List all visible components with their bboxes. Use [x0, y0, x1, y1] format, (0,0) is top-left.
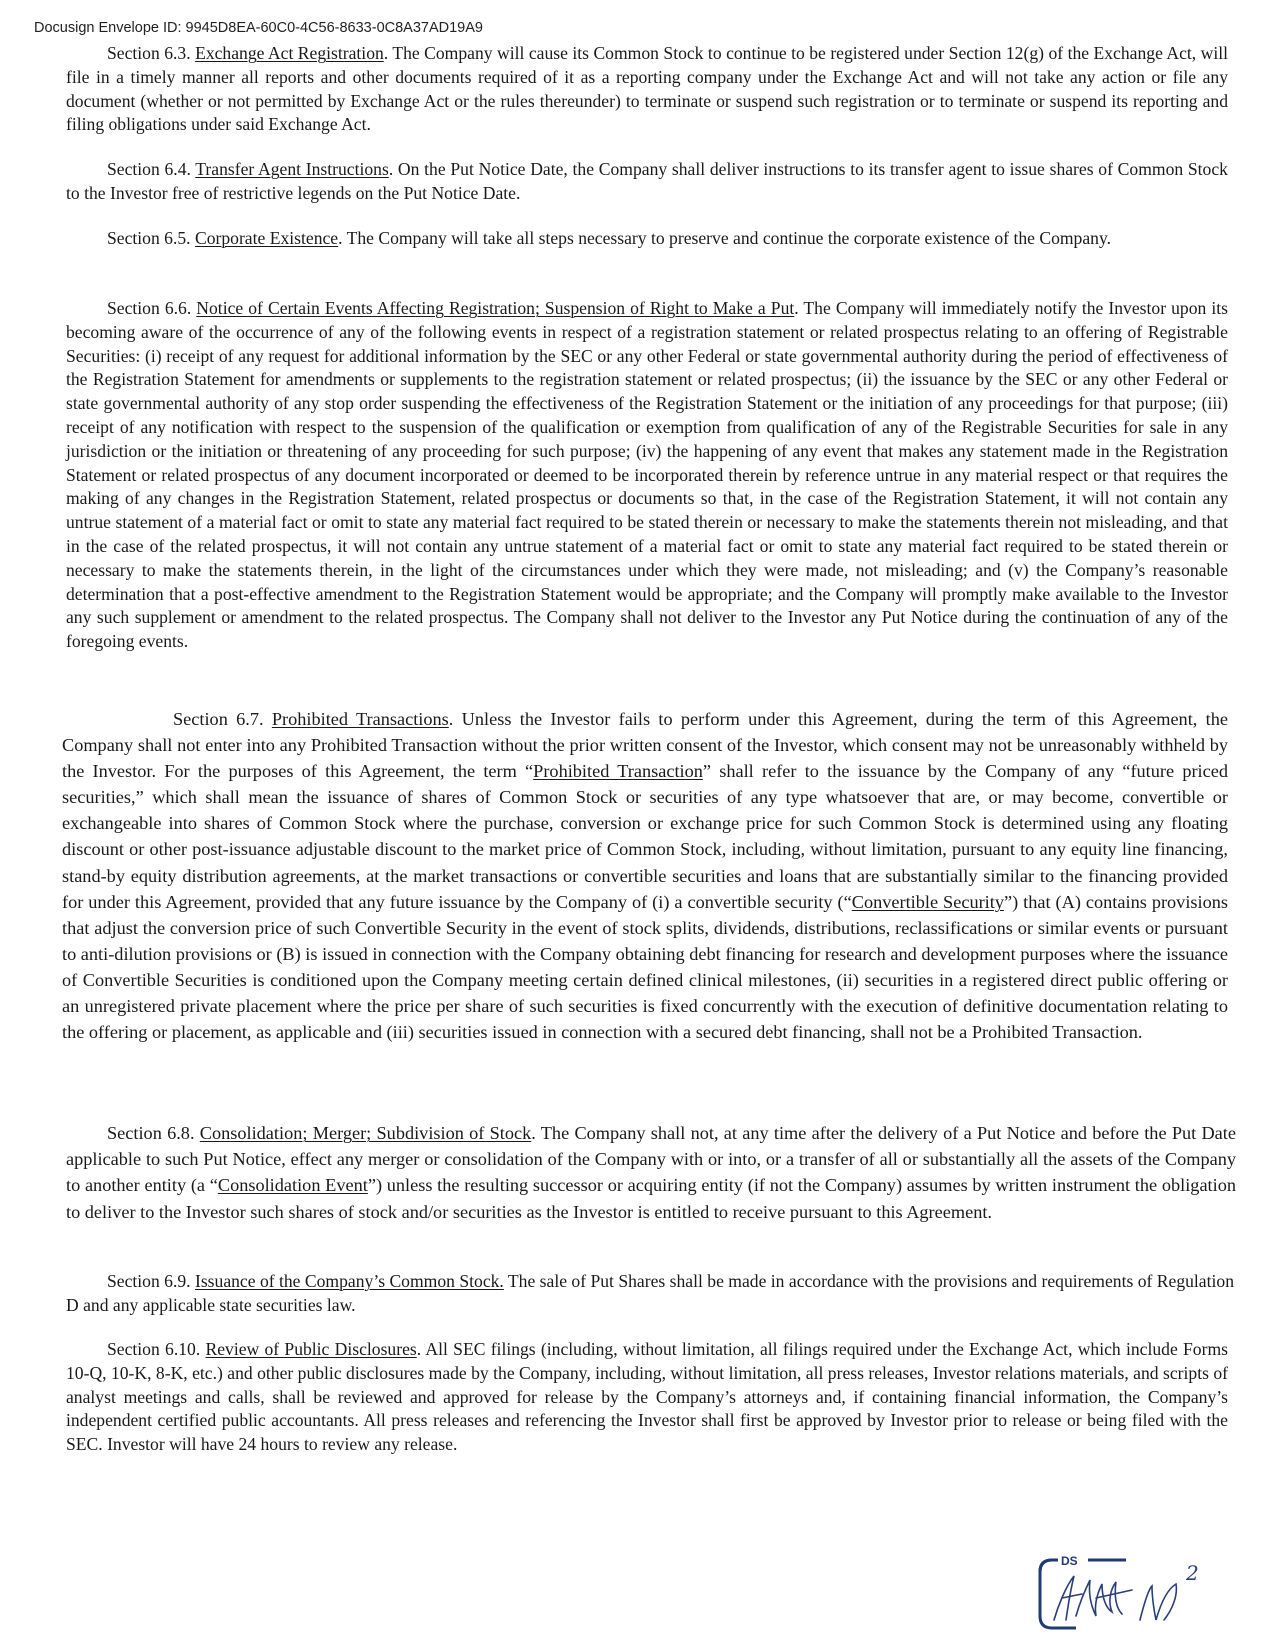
section-title: Issuance of the Company’s Common Stock.	[194, 1271, 504, 1291]
section-number: Section 6.3.	[107, 43, 196, 63]
page-mark: 2	[1186, 1561, 1199, 1585]
docusign-initials	[1036, 1546, 1214, 1632]
section-body: ”) that (A) contains provisions that adjust the conversion price of such Convertible Security in the event of stock splits, dividends, distributions, reclassifications or similar events or pursuant to anti-dilution provisions or (B) is issued in connection with the Company obtaining debt financing for research and development purposes where the issuance of Convertible Securities is conditioned upon the Company meeting certain defined clinical milestones, (ii) securities in a registered direct public offering or an unregistered private placement where the price per share of such securities is fixed concurrently with the execution of definitive documentation relating to the offering or placement, as applicable and (iii) securities issued in connection with a secured debt financing, shall not be a Prohibited Transaction.	[62, 891, 1228, 1043]
section-title: Review of Public Disclosures	[205, 1339, 417, 1359]
section-body: . The Company will take all steps necessary to preserve and continue the corporate existence of the Company.	[338, 228, 1112, 248]
section-number: Section 6.10.	[107, 1339, 206, 1359]
section-body: ”) unless the resulting successor or acquiring entity (if not the Company) assumes by written instrument the obligation to deliver to the Investor such shares of stock and/or securities as the Investor is entitled to receive pursuant to this Agreement.	[66, 1175, 1236, 1222]
section-6-6	[66, 297, 1228, 654]
section-number: Section 6.5.	[107, 228, 195, 248]
section-title: Consolidation; Merger; Subdivision of Stock	[199, 1123, 532, 1143]
section-body: . On the Put Notice Date, the Company shall deliver instructions to its transfer agent to issue shares of Common Stock to the Investor free of restrictive legends on the Put Notice Date.	[66, 159, 1228, 203]
section-number: Section 6.6.	[107, 298, 197, 318]
section-body: The sale of Put Shares shall be made in accordance with the provisions and requirements of Regulation D and any applicable state securities law.	[66, 1271, 1234, 1315]
section-number: Section 6.4.	[107, 159, 196, 179]
initials-signature-icon	[1036, 1546, 1214, 1632]
section-number: Section 6.7.	[173, 709, 272, 729]
defined-term: Consolidation Event	[217, 1175, 368, 1196]
section-title: Corporate Existence	[194, 228, 339, 248]
section-6-9	[66, 1270, 1234, 1318]
defined-term: Prohibited Transaction	[533, 761, 703, 782]
ds-label: DS	[1061, 1554, 1078, 1568]
section-body: . Unless the Investor fails to perform under this Agreement, during the term of this Agreement, the Company shall not enter into any Prohibited Transaction without the prior written consent of the Investor, which consent may not be unreasonably withheld by the Investor. For the purposes of this Agreement, the term “	[62, 709, 1228, 782]
section-6-10	[66, 1338, 1228, 1457]
section-6-7	[62, 706, 1228, 1045]
section-title: Exchange Act Registration	[195, 43, 384, 63]
section-body: ” shall refer to the issuance by the Company of any “future priced securities,” which shall mean the issuance of shares of Common Stock or securities of any type whatsoever that are, or may become, convertible or exchangeable into shares of Common Stock where the purchase, conversion or exchange price for such Common Stock is determined using any floating discount or other post-issuance adjustable discount to the market price of Common Stock, including, without limitation, pursuant to any equity line financing, stand-by equity distribution agreements, at the market transactions or convertible securities and loans that are substantially similar to the financing provided for under this Agreement, provided that any future issuance by the Company of (i) a convertible security (“	[62, 761, 1229, 912]
section-title: Prohibited Transactions	[271, 709, 449, 729]
section-body: . The Company will cause its Common Stock to continue to be registered under Section 12(g) of the Exchange Act, will file in a timely manner all reports and other documents required of it as a reporting company under the Exchange Act and will not take any action or file any document (whether or not permitted by Exchange Act or the rules thereunder) to terminate or suspend such registration or to terminate or suspend its reporting and filing obligations under said Exchange Act.	[66, 43, 1228, 135]
section-body: . All SEC filings (including, without limitation, all filings required under the Exchange Act, which include Forms 10-Q, 10-K, 8-K, etc.) and other public disclosures made by the Company, including, without limitation, all press releases, Investor relations materials, and scripts of analyst meetings and calls, shall be reviewed and approved for release by the Company’s attorneys and, if containing financial information, the Company’s independent certified public accountants. All press releases and referencing the Investor shall first be approved by Investor prior to release or being filed with the SEC. Investor will have 24 hours to review any release.	[66, 1339, 1228, 1455]
section-6-8	[66, 1120, 1236, 1225]
section-number: Section 6.9.	[107, 1271, 195, 1291]
section-title: Notice of Certain Events Affecting Registration; Suspension of Right to Make a Put	[196, 298, 795, 318]
envelope-id: Docusign Envelope ID: 9945D8EA-60C0-4C56-8633-0C8A37AD19A9	[34, 20, 483, 36]
section-6-3	[66, 42, 1228, 137]
section-body: . The Company will immediately notify the Investor upon its becoming aware of the occurrence of any of the following events in respect of a registration statement or related prospectus relating to an offering of Registrable Securities: (i) receipt of any request for additional information by the SEC or any other Federal or state governmental authority during the period of effectiveness of the Registration Statement for amendments or supplements to the registration statement or related prospectus; (ii) the issuance by the SEC or any other Federal or state governmental authority of any stop order suspending the effectiveness of the Registration Statement or the initiation of any proceedings for that purpose; (iii) receipt of any notification with respect to the suspension of the qualification or exemption from qualification of any of the Registrable Securities for sale in any jurisdiction or the initiation or threatening of any proceeding for such purpose; (iv) the happening of any event that makes any statement made in the Registration Statement or related prospectus of any document incorporated or deemed to be incorporated therein by reference untrue in any material respect or that requires the making of any changes in the Registration Statement, related prospectus or documents so that, in the case of the Registration Statement, it will not contain any untrue statement of a material fact or omit to state any material fact required to be stated therein or necessary to make the statements therein not misleading, and that in the case of the related prospectus, it will not contain any untrue statement of a material fact or omit to state any material fact required to be stated therein or necessary to make the statements therein, in the light of the circumstances under which they were made, not misleading; and (v) the Company’s reasonable determination that a post-effective amendment to the Registration Statement would be appropriate; and the Company will promptly make available to the Investor any such supplement or amendment to the related prospectus. The Company shall not deliver to the Investor any Put Notice during the continuation of any of the foregoing events.	[66, 298, 1228, 652]
section-number: Section 6.8.	[107, 1123, 200, 1143]
defined-term: Convertible Security	[851, 891, 1004, 912]
section-6-5	[66, 227, 1228, 251]
section-body: . The Company shall not, at any time after the delivery of a Put Notice and before the Put Date applicable to such Put Notice, effect any merger or consolidation of the Company with or into, or a transfer of all or substantially all the assets of the Company to another entity (a “	[66, 1123, 1236, 1196]
section-6-4	[66, 158, 1228, 206]
section-title: Transfer Agent Instructions	[195, 159, 389, 179]
